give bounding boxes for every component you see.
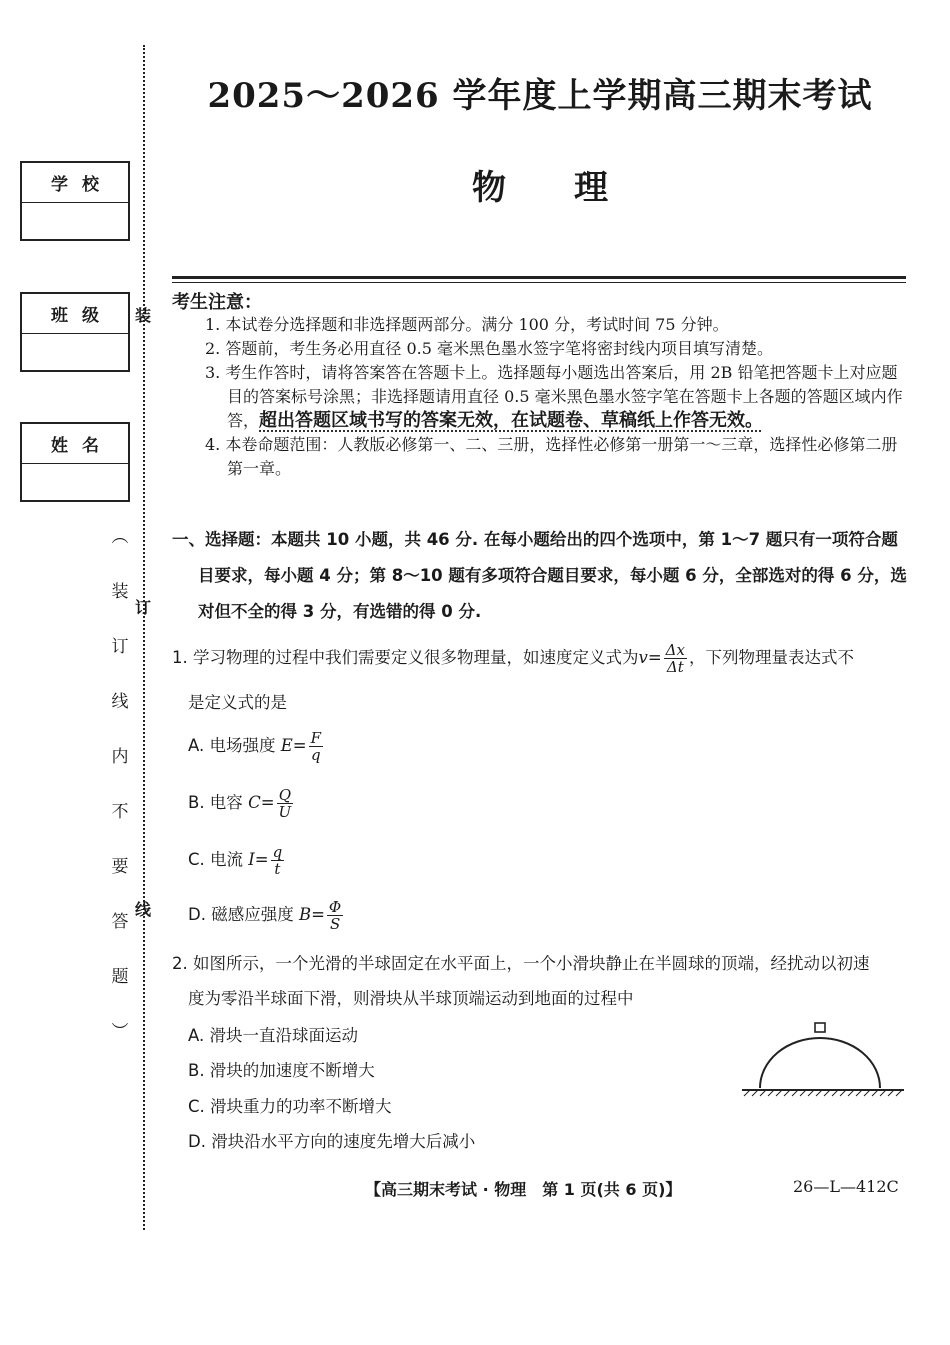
- slider-block: [815, 1023, 825, 1032]
- notice-emphasis: 超出答题区域书写的答案无效，在试题卷、草稿纸上作答无效。: [259, 410, 764, 431]
- section-heading-line: 对但不全的得 3 分，有选错的得 0 分.: [198, 602, 482, 621]
- fraction-denominator: t: [274, 860, 281, 878]
- vertical-note-char: 线: [111, 692, 129, 712]
- notice-item: 4. 本卷命题范围：人教版必修第一、二、三册，选择性必修第一册第一～三章，选择性必修第二册第一章。: [205, 435, 898, 478]
- equals-sign: =: [647, 648, 662, 667]
- vertical-note-char: ︶: [111, 1022, 129, 1042]
- notice-item: 2. 答题前，考生务必用直径 0.5 毫米黑色墨水签字笔将密封线内项目填写清楚。: [205, 339, 773, 358]
- vertical-note-char: 题: [111, 967, 129, 987]
- fraction-numerator: q: [272, 843, 283, 861]
- page-footer: 【高三期末考试 · 物理 第 1 页(共 6 页)】: [365, 1180, 682, 1199]
- vertical-note-char: 答: [111, 912, 129, 932]
- fraction-denominator: Δt: [666, 658, 684, 676]
- notice-title: 考生注意：: [172, 292, 262, 313]
- fraction-numerator: Φ: [328, 898, 342, 916]
- option-label: B. 电容: [188, 793, 249, 812]
- option-fraction: [309, 730, 323, 763]
- velocity-fraction: [664, 642, 687, 675]
- q1-option-d[interactable]: D. 磁感应强度 B= $\frac{\Phi}{S}$: [188, 898, 342, 933]
- vertical-note-char: 内: [111, 747, 129, 767]
- q2-stem-continued: 度为零沿半球面下滑，则滑块从半球顶端运动到地面的过程中: [188, 989, 634, 1008]
- option-fraction: [277, 787, 294, 820]
- q2-option-b[interactable]: B. 滑块的加速度不断增大: [188, 1061, 375, 1080]
- school-field-box[interactable]: [20, 161, 130, 241]
- q2-stem: 2. 如图所示，一个光滑的半球固定在水平面上，一个小滑块静止在半圆球的顶端，经扰动以初速: [172, 954, 870, 973]
- binding-mark-zhuang: 装: [135, 306, 152, 325]
- velocity-var: v: [638, 648, 648, 667]
- vertical-note-char: 要: [111, 857, 129, 877]
- hemisphere-diagram: [738, 1018, 908, 1100]
- option-fraction: [271, 844, 285, 877]
- name-field-box[interactable]: [20, 422, 130, 502]
- binding-mark-xian: 线: [135, 900, 152, 919]
- vertical-note-char: 不: [111, 802, 129, 822]
- binding-dotted-line: [143, 45, 145, 1230]
- vertical-note-char: 装: [111, 582, 129, 602]
- paper-code: 26—L—412C: [793, 1177, 899, 1196]
- name-label: 姓名: [22, 424, 128, 464]
- notice-item: 1. 本试卷分选择题和非选择题两部分。满分 100 分，考试时间 75 分钟。: [205, 315, 729, 334]
- section-heading: [172, 522, 912, 630]
- option-label: A. 电场强度: [188, 736, 281, 755]
- school-label: 学校: [22, 163, 128, 203]
- fraction-denominator: U: [278, 803, 292, 821]
- notice-list: [205, 313, 910, 481]
- option-fraction: [327, 899, 343, 932]
- q1-stem-text: 1. 学习物理的过程中我们需要定义很多物理量，如速度定义式为: [172, 648, 639, 667]
- q1-stem: [172, 642, 912, 675]
- subject-title: 物 理: [472, 168, 608, 208]
- vertical-note-char: 订: [111, 637, 129, 657]
- option-var: B: [298, 905, 312, 924]
- class-field-box[interactable]: [20, 292, 130, 372]
- fraction-denominator: S: [329, 915, 341, 933]
- section-heading-line: 目要求，每小题 4 分；第 8～10 题有多项符合题目要求，每小题 6 分，全部选对的得 6 分，选: [198, 566, 907, 585]
- fraction-numerator: Q: [278, 786, 291, 804]
- q2-option-a[interactable]: A. 滑块一直沿球面运动: [188, 1026, 358, 1045]
- q1-stem-continued: 是定义式的是: [188, 693, 287, 712]
- option-var: C: [248, 793, 261, 812]
- q1-option-b[interactable]: B. 电容 C= $\frac{Q}{U}$: [188, 786, 292, 821]
- fraction-denominator: q: [311, 746, 321, 764]
- binding-mark-ding: 订: [135, 598, 152, 617]
- header-rule-thin: [172, 282, 906, 283]
- q1-option-c[interactable]: C. 电流 I= $\frac{q}{t}$: [188, 843, 283, 878]
- hemisphere-outline: [760, 1038, 880, 1088]
- header-rule-thick: [172, 276, 906, 279]
- section-heading-line: 一、选择题：本题共 10 小题，共 46 分. 在每小题给出的四个选项中，第 1～7 题只有一项符合题: [172, 530, 898, 549]
- q2-option-d[interactable]: D. 滑块沿水平方向的速度先增大后减小: [188, 1132, 476, 1151]
- q1-option-a[interactable]: A. 电场强度 E= $\frac{F}{q}$: [188, 729, 322, 764]
- fraction-numerator: Δx: [665, 641, 685, 659]
- option-label: C. 电流: [188, 850, 249, 869]
- q2-option-c[interactable]: C. 滑块重力的功率不断增大: [188, 1097, 392, 1116]
- vertical-binding-note: [108, 510, 132, 1060]
- exam-title: 2025～2026 学年度上学期高三期末考试: [207, 76, 873, 116]
- fraction-numerator: F: [310, 729, 322, 747]
- notice-item-3-text: 3. 考生作答时，请将答案答在答题卡上。选择题每小题选出答案后，用 2B 铅笔把答题卡上对应题目的答案标号涂黑；非选择题请用直径 0.5 毫米黑色墨水签字笔在答题卡上各题的答题区域内作答，: [205, 363, 903, 430]
- option-label: D. 磁感应强度: [188, 905, 299, 924]
- class-label: 班级: [22, 294, 128, 334]
- q1-stem-text: ，下列物理量表达式不: [688, 648, 854, 667]
- option-var: E: [280, 736, 293, 755]
- vertical-note-char: ︵: [111, 527, 129, 547]
- option-var: I: [248, 850, 255, 869]
- notice-item: [205, 361, 910, 433]
